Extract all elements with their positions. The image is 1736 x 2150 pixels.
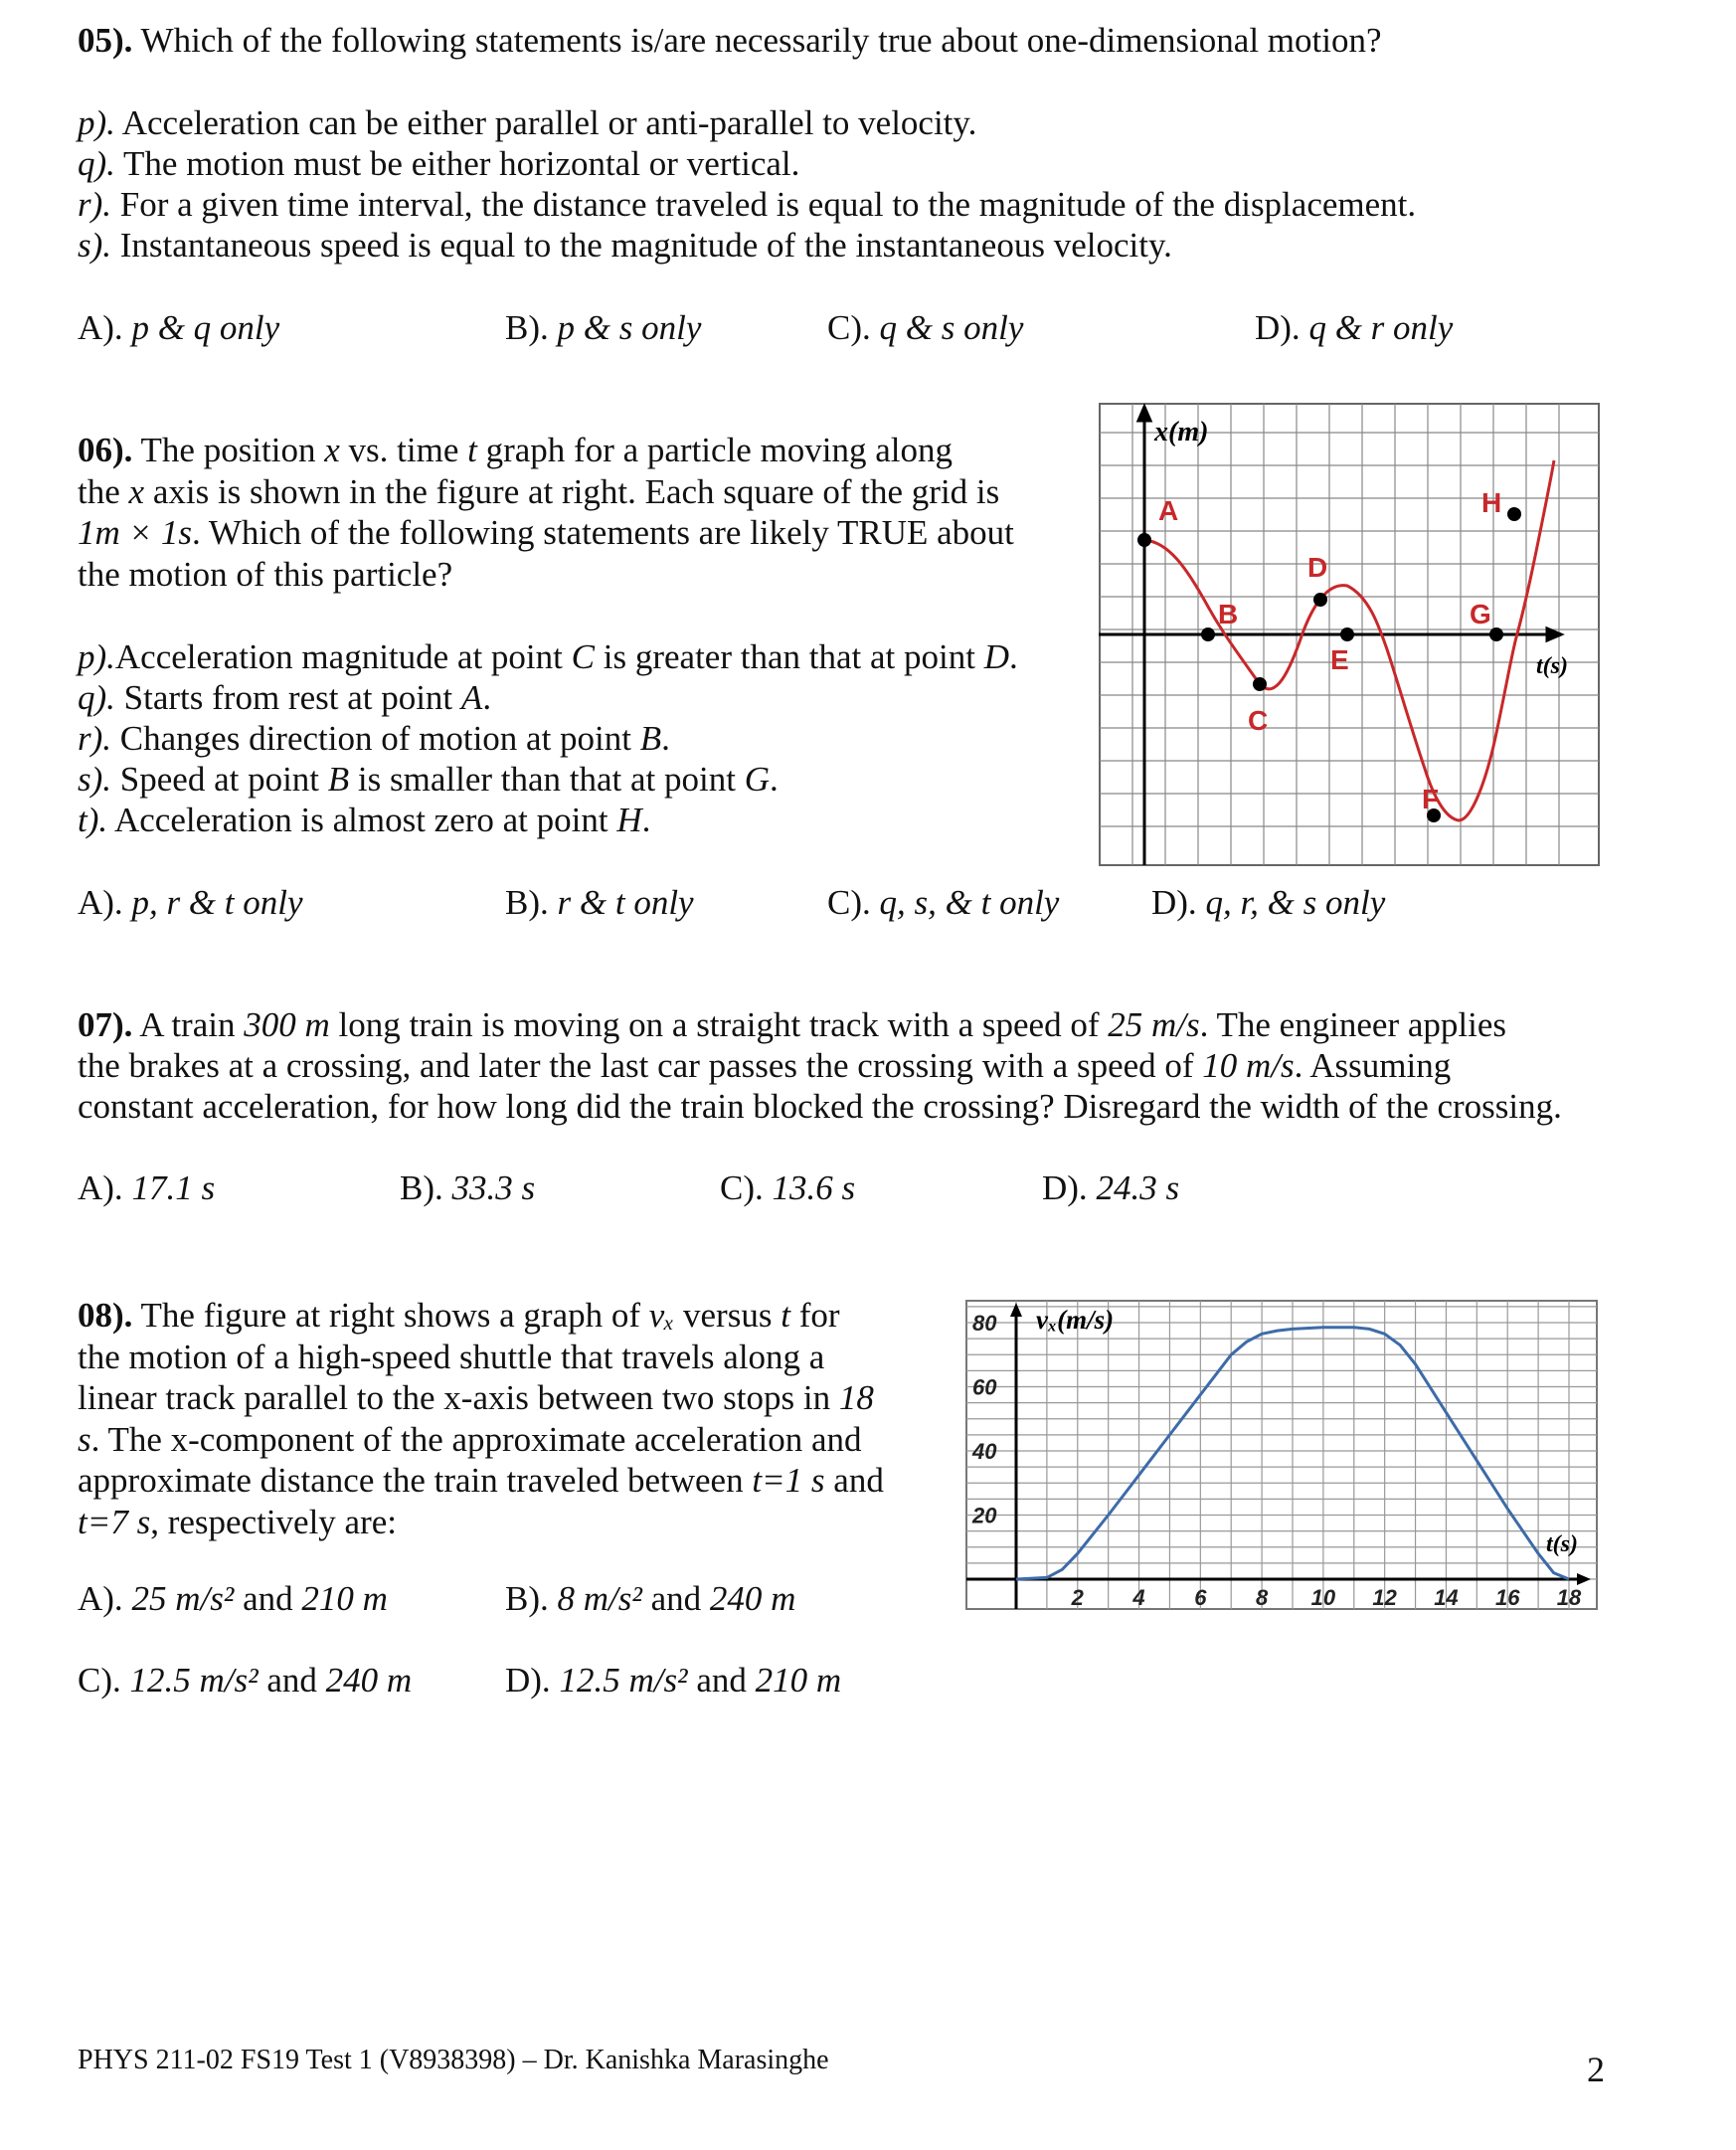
- point-a-dot: [1137, 533, 1151, 547]
- q06-statement-r: [78, 718, 670, 759]
- q07-line-2: [78, 1045, 1451, 1086]
- statement-text: .: [1008, 637, 1018, 676]
- q06-stem-text: the motion of this particle?: [78, 554, 453, 594]
- q06-stem-text: graph for a particle moving along: [485, 431, 954, 469]
- q06-choice-d[interactable]: [1151, 882, 1385, 923]
- choice-label: A).: [78, 1168, 123, 1207]
- y-axis-arrow: [1010, 1303, 1022, 1317]
- q06-choice-c[interactable]: [827, 882, 1059, 923]
- q07-text: constant acceleration, for how long did the train blocked the crossing? Disregard the width of the crossing.: [78, 1087, 1562, 1126]
- chart-grid: [966, 1301, 1597, 1609]
- q07-line-3: [78, 1086, 1562, 1127]
- statement-text: The motion must be either horizontal or vertical.: [123, 144, 800, 183]
- statement-label: s).: [78, 760, 112, 799]
- choice-label: C).: [827, 883, 871, 922]
- q06-choice-b[interactable]: [505, 882, 694, 923]
- point-h-dot: [1507, 507, 1521, 521]
- x-tick-label: 18: [1556, 1585, 1582, 1610]
- statement-point: H: [616, 801, 642, 839]
- choice-acceleration: 12.5 m/s²: [129, 1661, 259, 1700]
- point-a-label: A: [1158, 495, 1179, 526]
- choice-label: C).: [78, 1661, 121, 1700]
- q08-number: 08).: [78, 1296, 133, 1335]
- choice-distance: 210 m: [301, 1579, 388, 1618]
- q06-stem-text: the: [78, 471, 120, 511]
- statement-text: is greater than that at point: [603, 637, 975, 676]
- chart-tick-labels: [971, 1311, 1582, 1610]
- choice-text: p & s only: [557, 308, 702, 347]
- x-tick-label: 6: [1194, 1585, 1207, 1610]
- graph-y-axis-label: x(m): [1154, 417, 1209, 448]
- x-tick-label: 10: [1310, 1585, 1336, 1610]
- q05-text: Which of the following statements is/are necessarily true about one-dimensional motion?: [140, 21, 1382, 60]
- statement-label: p).: [78, 103, 115, 142]
- q07-choice-b[interactable]: [400, 1167, 535, 1208]
- choice-text: 13.6 s: [772, 1168, 856, 1207]
- choice-label: B).: [505, 308, 549, 347]
- statement-text: is smaller than that at point: [357, 760, 736, 799]
- x-tick-label: 8: [1255, 1585, 1269, 1610]
- q06-var-t: t: [467, 431, 477, 469]
- statement-label: q).: [78, 144, 115, 183]
- page-number: 2: [1587, 2050, 1605, 2089]
- point-f-label: F: [1422, 784, 1440, 814]
- statement-point: G: [744, 760, 771, 799]
- point-c-dot: [1253, 677, 1267, 691]
- choice-text: r & t only: [557, 883, 694, 922]
- q08-text: the motion of a high-speed shuttle that travels along a: [78, 1337, 825, 1376]
- q06-stem-line-4: [78, 554, 1082, 596]
- point-g-dot: [1489, 627, 1503, 641]
- q07-text: . The engineer applies: [1199, 1005, 1507, 1044]
- q05-number: 05).: [78, 21, 133, 60]
- q08-text: and: [833, 1461, 884, 1500]
- chart-y-axis-label: vₓ(m/s): [1036, 1305, 1115, 1335]
- point-d-label: D: [1307, 552, 1328, 583]
- q07-choice-d[interactable]: [1042, 1167, 1179, 1208]
- graph-point-labels: [1158, 487, 1501, 814]
- statement-label: r).: [78, 185, 112, 224]
- choice-label: B).: [400, 1168, 443, 1207]
- choice-label: A).: [78, 308, 123, 347]
- choice-text: p & q only: [131, 308, 280, 347]
- x-axis-arrow: [1577, 1573, 1591, 1585]
- q07-length: 300 m: [244, 1005, 330, 1044]
- page-footer: PHYS 211-02 FS19 Test 1 (V8938398) – Dr. Kanishka Marasinghe: [78, 2045, 829, 2075]
- q06-statement-t: [78, 800, 650, 840]
- q06-stem: [78, 430, 1082, 595]
- q05-choice-c[interactable]: [827, 307, 1023, 348]
- q08-line-4: [78, 1419, 933, 1461]
- y-tick-label: 40: [972, 1439, 997, 1464]
- choice-label: C).: [827, 308, 871, 347]
- q06-stem-line-1: [78, 430, 1082, 471]
- q08-duration: 18: [838, 1378, 874, 1417]
- x-tick-label: 14: [1434, 1585, 1459, 1610]
- statement-text: For a given time interval, the distance traveled is equal to the magnitude of the displacement.: [119, 185, 1417, 224]
- statement-label: q).: [78, 678, 115, 717]
- q08-var-t: t: [781, 1296, 790, 1335]
- choice-label: A).: [78, 1579, 123, 1618]
- q08-choice-a[interactable]: [78, 1578, 388, 1619]
- choice-label: D).: [1151, 883, 1197, 922]
- x-tick-label: 4: [1132, 1585, 1145, 1610]
- q08-choice-b[interactable]: [505, 1578, 795, 1619]
- statement-point: A: [460, 678, 483, 717]
- statement-point: B: [639, 719, 662, 758]
- choice-and: and: [650, 1579, 702, 1618]
- q07-text: the brakes at a crossing, and later the last car passes the crossing with a speed of: [78, 1046, 1194, 1085]
- q05-statement-s: [78, 225, 1172, 266]
- choice-label: A).: [78, 883, 123, 922]
- q08-time-2: t=7 s: [78, 1502, 151, 1541]
- choice-text: p, r & t only: [131, 883, 303, 922]
- q05-statement-r: [78, 184, 1416, 225]
- q06-unit: 1m × 1s: [78, 513, 193, 552]
- statement-text: .: [770, 760, 779, 799]
- q06-statement-p: [78, 636, 1018, 677]
- statement-text: Starts from rest at point: [123, 678, 453, 717]
- point-e-dot: [1340, 627, 1354, 641]
- q08-choice-d[interactable]: [505, 1660, 841, 1701]
- q07-choice-a[interactable]: [78, 1167, 215, 1208]
- choice-label: B).: [505, 1579, 549, 1618]
- q08-line-6: [78, 1502, 933, 1543]
- q08-text: . The x-component of the approximate acceleration and: [90, 1419, 862, 1459]
- choice-distance: 210 m: [755, 1661, 842, 1700]
- statement-text: .: [661, 719, 670, 758]
- statement-point: C: [571, 637, 595, 676]
- q08-line-5: [78, 1460, 933, 1502]
- q06-var-x: x: [324, 431, 340, 469]
- x-tick-label: 16: [1494, 1585, 1520, 1610]
- chart-x-axis-label: t(s): [1546, 1531, 1578, 1557]
- statement-label: t).: [78, 801, 108, 839]
- q08-text: , respectively are:: [150, 1502, 398, 1541]
- q08-line-3: [78, 1377, 933, 1419]
- statement-text: Acceleration is almost zero at point: [113, 801, 608, 839]
- q08-text: versus: [683, 1296, 773, 1335]
- q08-text: linear track parallel to the x-axis between two stops in: [78, 1378, 831, 1417]
- q06-stem-text: The position: [140, 431, 316, 469]
- choice-text: q & r only: [1308, 308, 1454, 347]
- q08-text: The figure at right shows a graph of: [140, 1296, 641, 1335]
- q05-question: [78, 20, 1382, 61]
- statement-text: Acceleration magnitude at point: [114, 637, 563, 676]
- q06-statement-q: [78, 677, 491, 718]
- y-tick-label: 60: [972, 1374, 997, 1400]
- q07-text: long train is moving on a straight track with a speed of: [338, 1005, 1100, 1044]
- choice-label: D).: [1042, 1168, 1088, 1207]
- q06-choice-a[interactable]: [78, 882, 303, 923]
- q05-statement-q: [78, 143, 799, 184]
- point-b-dot: [1201, 627, 1215, 641]
- q06-stem-text: . Which of the following statements are likely TRUE about: [192, 513, 1014, 552]
- choice-label: B).: [505, 883, 549, 922]
- q07-choice-c[interactable]: [720, 1167, 855, 1208]
- statement-text: .: [482, 678, 492, 717]
- statement-point: B: [327, 760, 350, 799]
- choice-and: and: [696, 1661, 747, 1700]
- q07-line-1: [78, 1004, 1506, 1045]
- statement-label: r).: [78, 719, 112, 758]
- choice-acceleration: 8 m/s²: [557, 1579, 642, 1618]
- q05-choice-a[interactable]: [78, 307, 279, 348]
- q08-var-vx: vₓ: [648, 1296, 675, 1335]
- x-tick-label: 2: [1071, 1585, 1084, 1610]
- choice-label: D).: [1255, 308, 1301, 347]
- q08-line-1: [78, 1295, 933, 1337]
- graph-x-axis-label: t(s): [1536, 653, 1568, 679]
- q06-stem-line-2: [78, 471, 1082, 513]
- q08-text: for: [798, 1296, 840, 1335]
- q06-number: 06).: [78, 431, 133, 469]
- q06-stem-text: vs. time: [348, 431, 459, 469]
- choice-label: C).: [720, 1168, 764, 1207]
- y-tick-label: 20: [972, 1503, 997, 1528]
- statement-text: Instantaneous speed is equal to the magnitude of the instantaneous velocity.: [119, 226, 1172, 265]
- choice-text: q, r, & s only: [1205, 883, 1386, 922]
- q07-speed-2: 10 m/s: [1202, 1046, 1295, 1085]
- choice-text: q & s only: [879, 308, 1024, 347]
- statement-text: Acceleration can be either parallel or anti-parallel to velocity.: [121, 103, 977, 142]
- point-d-dot: [1313, 593, 1327, 607]
- choice-text: q, s, & t only: [879, 883, 1060, 922]
- q07-speed-1: 25 m/s: [1108, 1005, 1200, 1044]
- q07-number: 07).: [78, 1005, 133, 1044]
- statement-label: s).: [78, 226, 112, 265]
- statement-text: Speed at point: [119, 760, 320, 799]
- choice-acceleration: 12.5 m/s²: [559, 1661, 688, 1700]
- point-h-label: H: [1481, 487, 1502, 518]
- q07-text: . Assuming: [1294, 1046, 1452, 1085]
- choice-text: 17.1 s: [131, 1168, 216, 1207]
- statement-text: Changes direction of motion at point: [119, 719, 631, 758]
- choice-and: and: [243, 1579, 293, 1618]
- point-b-label: B: [1218, 599, 1239, 629]
- q06-stem-line-3: [78, 512, 1082, 554]
- statement-text: .: [641, 801, 651, 839]
- q05-statement-p: [78, 102, 976, 143]
- q05-choice-b[interactable]: [505, 307, 701, 348]
- choice-and: and: [266, 1661, 317, 1700]
- choice-acceleration: 25 m/s²: [131, 1579, 235, 1618]
- q06-statement-s: [78, 759, 779, 800]
- q05-choice-d[interactable]: [1255, 307, 1453, 348]
- statement-point: D: [983, 637, 1009, 676]
- choice-distance: 240 m: [709, 1579, 796, 1618]
- q07-text: A train: [139, 1005, 236, 1044]
- q06-var-x: x: [128, 471, 145, 511]
- point-c-label: C: [1248, 705, 1269, 736]
- q08-time-1: t=1 s: [752, 1461, 825, 1500]
- q08-line-2: [78, 1337, 933, 1378]
- choice-distance: 240 m: [325, 1661, 413, 1700]
- q08-text: approximate distance the train traveled between: [78, 1461, 744, 1500]
- q08-stem: [78, 1295, 933, 1542]
- x-tick-label: 12: [1372, 1585, 1397, 1610]
- q08-velocity-chart: [964, 1293, 1601, 1621]
- point-g-label: G: [1470, 599, 1491, 629]
- choice-text: 24.3 s: [1096, 1168, 1180, 1207]
- q06-stem-text: axis is shown in the figure at right. Each square of the grid is: [152, 471, 1000, 511]
- q06-position-graph: [1099, 403, 1601, 868]
- statement-label: p).: [78, 637, 115, 676]
- y-tick-label: 80: [972, 1311, 997, 1336]
- choice-text: 33.3 s: [451, 1168, 536, 1207]
- choice-label: D).: [505, 1661, 551, 1700]
- q08-unit: s: [78, 1419, 91, 1459]
- q08-choice-c[interactable]: [78, 1660, 412, 1701]
- point-e-label: E: [1330, 644, 1349, 675]
